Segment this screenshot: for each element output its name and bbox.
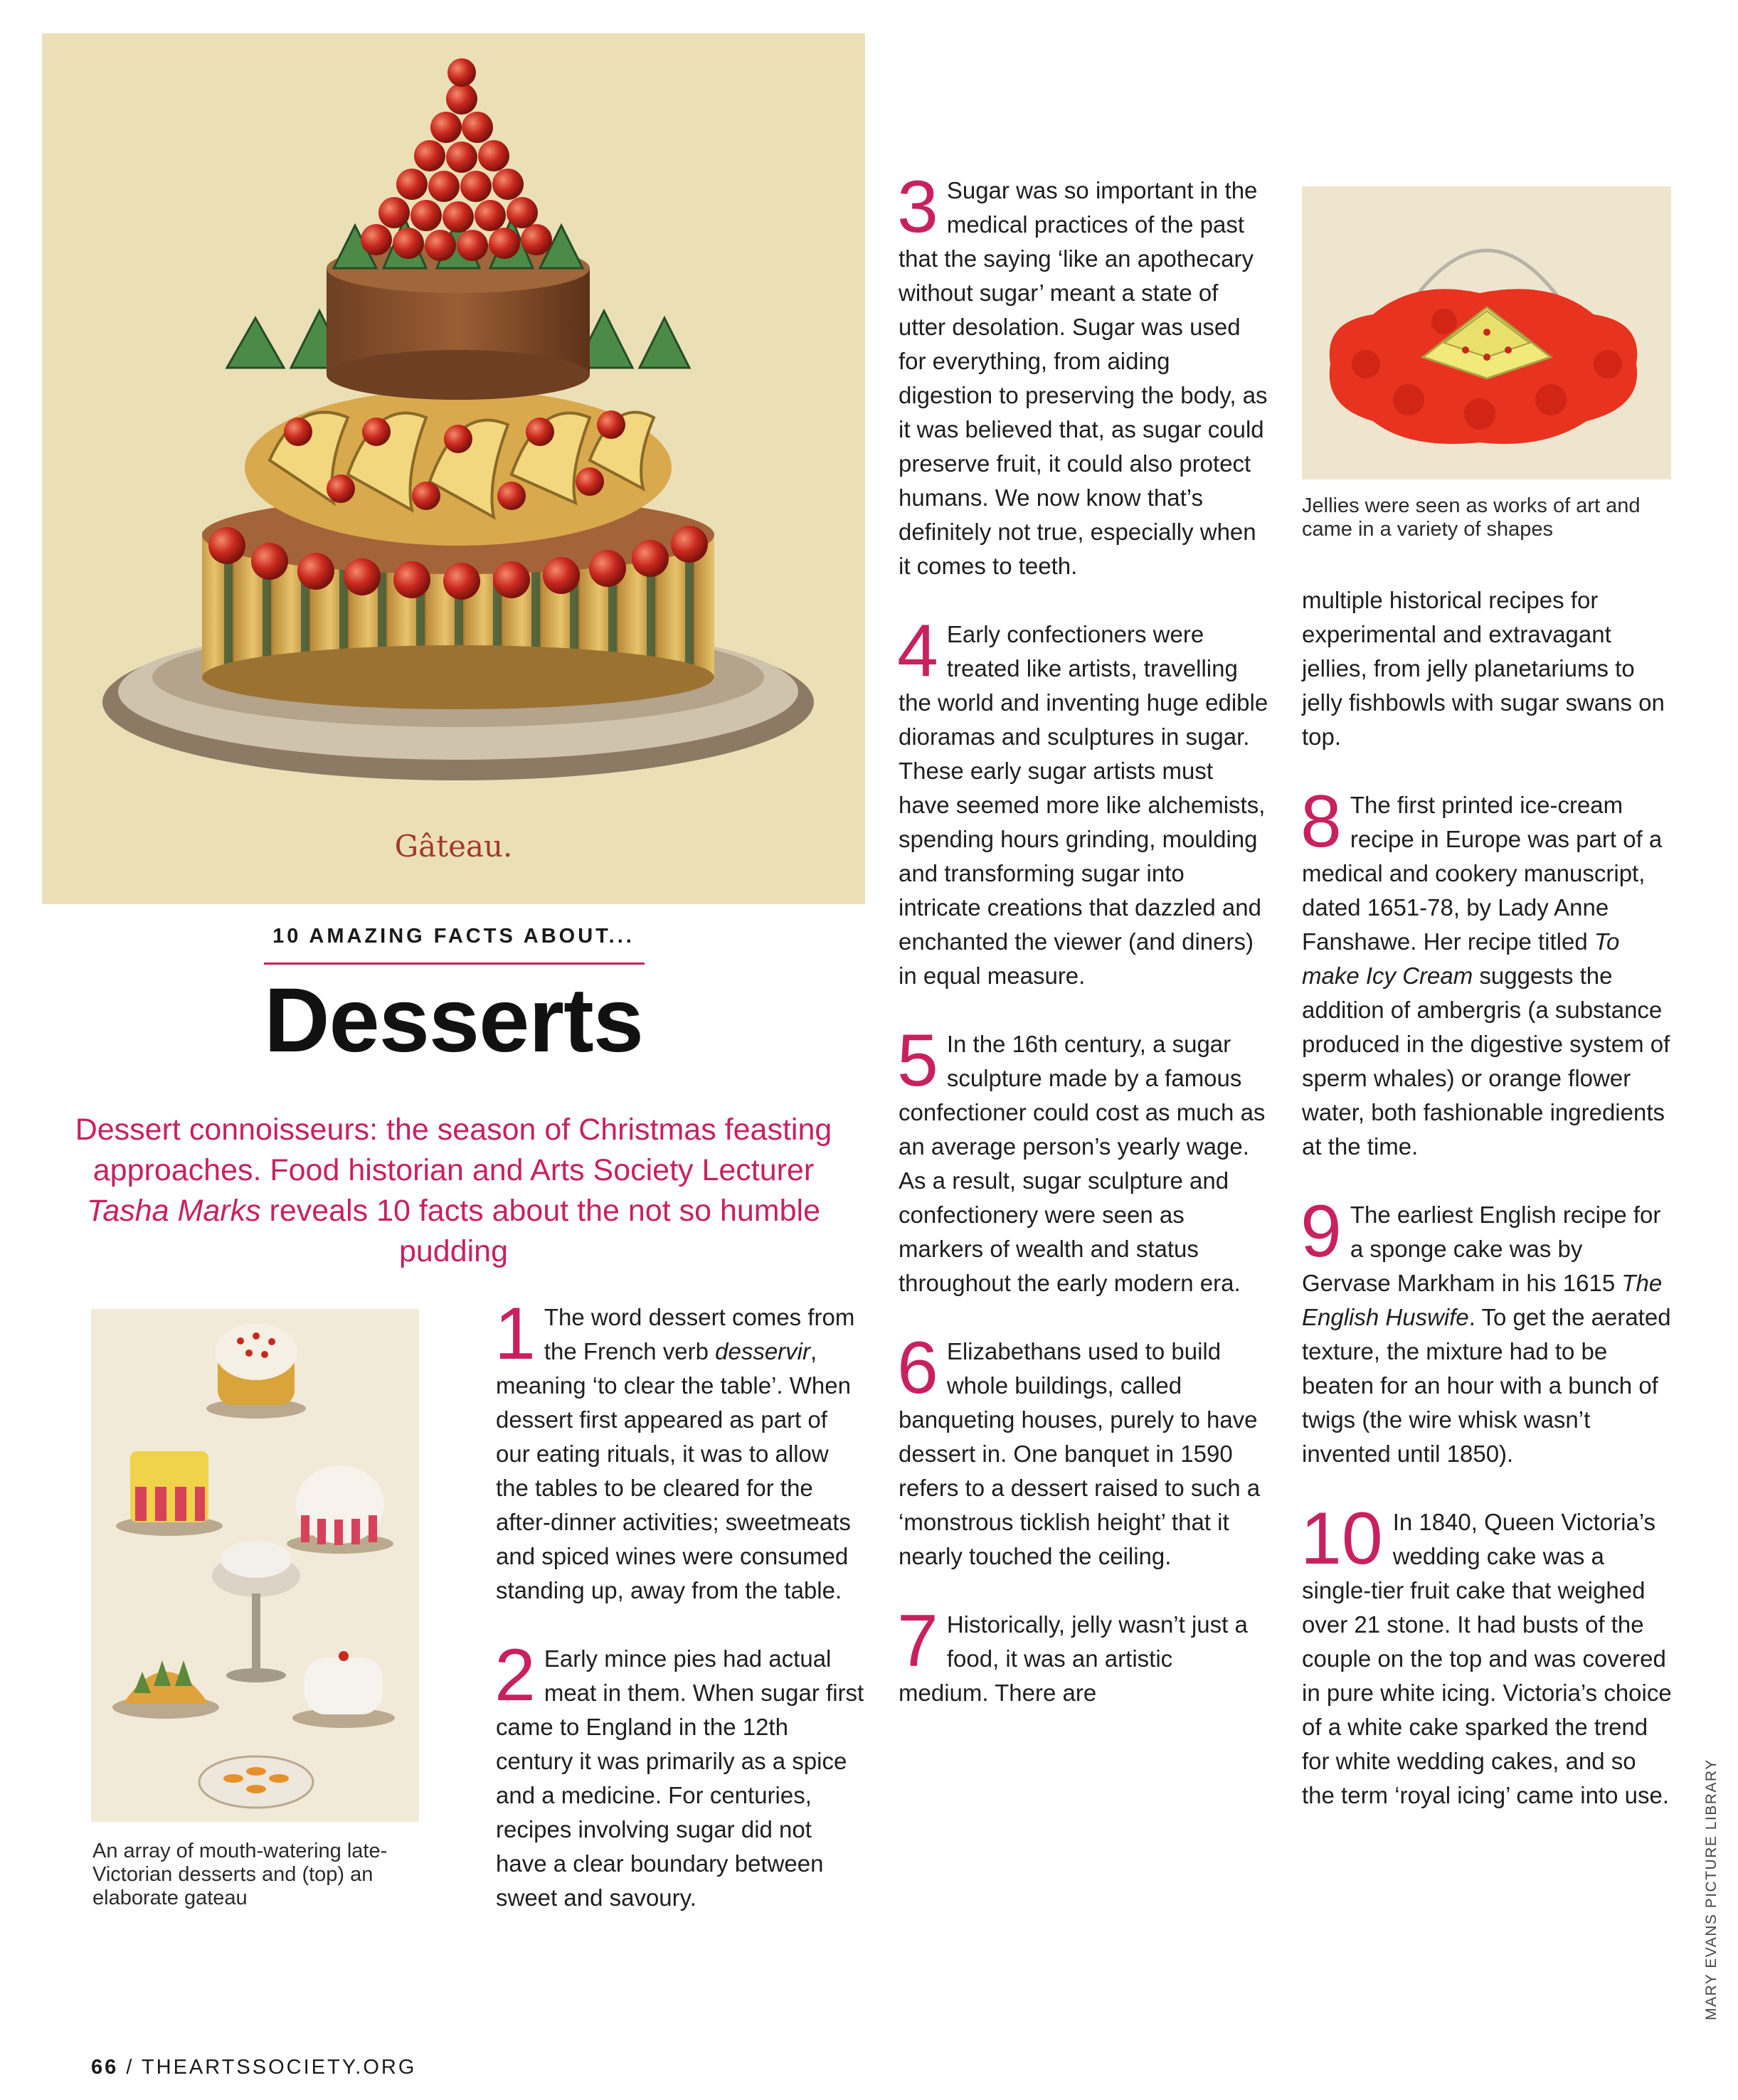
gateau-illustration [42,33,865,904]
fact-text: Sugar was so important in the medical practices of the past that the saying ‘like an apothecary without sugar’ meant a state of utter desolation. Sugar was used for everything, from aiding digestion to preserving the body, as it was believed that, as sugar could preserve fruit, it could also protect humans. We now know that’s definitely not true, especially when it comes to teeth. [899,177,1268,579]
gateau-drawing [42,33,865,904]
fact-5 [897,1019,1268,1300]
fact-text: Early confectioners were treated like artists, travelling the world and inventing huge edible dioramas and sculptures in sugar. These early sugar artists must have seemed more like alchemists, spending hours grinding, moulding and transforming sugar into intricate creations that dazzled and enchanted the viewer (and diners) in equal measure. [899,621,1268,989]
fact-text: The word dessert comes from the French verb [544,1304,855,1364]
fact-emphasis: To make Icy Cream [1302,928,1620,989]
fact-text: Early mince pies had actual meat in them. When sugar first came to England in the 12th century it was primarily as a spice and a medicine. For centuries, recipes involving sugar did not have a clear boundary between sweet and savoury. [496,1645,864,1911]
fact-number: 6 [897,1327,938,1409]
column-1 [494,1293,866,1949]
fact-6 [897,1327,1268,1574]
picture-credit: MARY EVANS PICTURE LIBRARY [1703,1759,1720,2020]
fact-number: 5 [897,1019,938,1102]
fact-10 [1300,1497,1672,1813]
fact-text: In the 16th century, a sugar sculpture made by a famous confectioner could cost as much as an average person’s yearly wage. As a result, sugar sculpture and confectionery were seen as markers of wealth and status throughout the early modern era. [899,1031,1266,1296]
array-caption: An array of mouth-watering late-Victorian desserts and (top) an elaborate gateau [92,1840,388,1909]
fact-number: 1 [494,1293,536,1375]
fact-number: 3 [897,166,938,248]
fact-text: The earliest English recipe for a sponge cake was by Gervase Markham in his 1615 [1302,1202,1661,1296]
fact-number: 10 [1300,1497,1383,1580]
fact-text-end: , meaning ‘to clear the table’. When dessert first appeared as part of our eating rituals, it was to allow the tables to be cleared for the after-dinner activities; sweetmeats and spiced wines were consumed standing up, away from the table. [496,1338,851,1603]
fact-9 [1300,1190,1672,1471]
fact-text: The first printed ice-cream recipe in Europe was part of a medical and cookery manuscript, dated 1651-78, by Lady Anne Fanshawe. Her recipe titled [1302,792,1663,955]
kicker: 10 AMAZING FACTS ABOUT... [272,925,635,948]
jelly-illustration [1302,186,1671,479]
fact-3 [897,166,1268,583]
fact-1 [494,1293,866,1608]
footer-separator: / [118,2056,142,2079]
fact-number: 2 [494,1634,536,1717]
fact-number: 8 [1300,780,1342,863]
fact-number: 9 [1300,1190,1342,1273]
fact-text-end: . To get the aerated texture, the mixture had to be beaten for an hour with a bunch of twigs (the wire whisk wasn’t invented until 1850). [1302,1304,1671,1467]
fact-7-continued: multiple historical recipes for experimental and extravagant jellies, from jelly planetariums to jelly fishbowls with sugar swans on top. [1302,587,1665,750]
page-number: 66 [91,2056,119,2079]
kicker-rule [264,962,645,965]
victorian-desserts-illustration [91,1309,419,1822]
fact-8 [1300,780,1672,1164]
page-title: Desserts [264,970,643,1071]
jelly-drawing [1302,186,1671,479]
column-2 [897,166,1268,1744]
page-footer [91,2056,416,2079]
fact-number: 4 [897,610,938,692]
fact-4 [897,610,1268,993]
fact-emphasis: desservir [715,1338,810,1364]
fact-number: 7 [897,1600,938,1682]
standfirst [64,1110,843,1272]
gateau-label: Gâteau. [394,829,513,864]
fact-text-end: suggests the addition of ambergris (a substance produced in the digestive system of sperm whales) or orange flower water, both fashionable ingredients at the time. [1302,962,1670,1160]
column-3 [1302,583,1672,1847]
standfirst-text: Dessert connoisseurs: the season of Christmas feasting approaches. Food historian and Arts Society Lecturer [75,1113,832,1187]
fact-7 [897,1600,1268,1710]
jelly-caption: Jellies were seen as works of art and came in a variety of shapes [1302,494,1641,541]
fact-text: Historically, jelly wasn’t just a food, it was an artistic medium. There are [899,1611,1248,1706]
fact-2 [494,1634,866,1915]
fact-text: Elizabethans used to build whole buildings, called banqueting houses, purely to have dessert in. One banquet in 1590 refers to a dessert raised to such a ‘monstrous ticklish height’ that it nearly touched the ceiling. [899,1338,1261,1569]
author-name: Tasha Marks [87,1194,261,1228]
desserts-drawing [91,1309,419,1822]
standfirst-text-end: reveals 10 facts about the not so humble pudding [260,1194,820,1268]
footer-site: THEARTSSOCIETY.ORG [141,2056,417,2079]
fact-text: In 1840, Queen Victoria’s wedding cake was a single-tier fruit cake that weighed over 21 stone. It had busts of the couple on the top and was covered in pure white icing. Victoria’s choice of a white cake sparked the trend for white wedding cakes, and so the term ‘royal icing’ came into use. [1302,1509,1672,1808]
fact-emphasis: The English Huswife [1302,1270,1663,1330]
